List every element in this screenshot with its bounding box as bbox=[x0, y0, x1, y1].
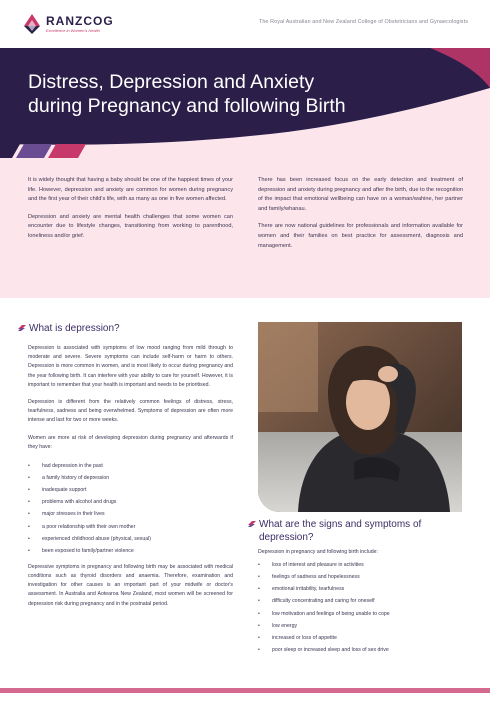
body-paragraph: Depression is associated with symptoms of low mood ranging from mild through to moderate and severe. Severe symptoms can include self-harm or harm to others. Depression is more common in women, and is most likely to occur during pregnancy and the year following birth. It can interfere with your ability to care for yourself. However, it is important to remember that your health is important and needs to be prioritised. bbox=[28, 345, 233, 388]
signs-heading-line-2: depression? bbox=[259, 532, 314, 543]
top-bar bbox=[0, 0, 490, 48]
list-item: • major stresses in their lives bbox=[28, 508, 233, 520]
photo-distressed-woman bbox=[258, 322, 462, 512]
ranzcog-crest-icon bbox=[22, 12, 42, 36]
list-item: • experienced childhood abuse (physical, sexual) bbox=[28, 533, 233, 545]
logo-name: RANZCOG bbox=[46, 13, 114, 28]
signs-intro: Depression in pregnancy and following birth include: bbox=[258, 549, 378, 555]
risk-factor-list bbox=[28, 460, 233, 557]
what-is-body bbox=[28, 344, 233, 617]
intro-left-column bbox=[28, 176, 233, 250]
title-line-1: Distress, Depression and Anxiety bbox=[28, 71, 315, 93]
intro-right-column bbox=[258, 176, 463, 259]
list-item: • loss of interest and pleasure in activities bbox=[258, 559, 463, 571]
list-item: • problems with alcohol and drugs bbox=[28, 496, 233, 508]
signs-heading-line-1: What are the signs and symptoms of bbox=[259, 519, 422, 530]
list-item: • inadequate support bbox=[28, 484, 233, 496]
page-title bbox=[28, 70, 448, 118]
ranzcog-leaf-icon bbox=[18, 324, 26, 332]
list-item: • emotional irritability, tearfulness bbox=[258, 583, 463, 595]
ranzcog-leaf-icon bbox=[248, 520, 256, 528]
list-item: • low energy bbox=[258, 620, 463, 632]
college-name: The Royal Australian and New Zealand College of Obstetricians and Gynaecologists bbox=[258, 19, 468, 25]
list-item: • increased or loss of appetite bbox=[258, 632, 463, 644]
list-item: • feelings of sadness and hopelessness bbox=[258, 571, 463, 583]
what-is-heading bbox=[18, 322, 120, 335]
list-item: • a family history of depression bbox=[28, 472, 233, 484]
list-item: • poor sleep or increased sleep and loss of sex drive bbox=[258, 644, 463, 656]
intro-section bbox=[0, 158, 490, 298]
body-paragraph: Depressive symptoms in pregnancy and following birth may be associated with medical conditions such as thyroid disorders and anaemia. Therefore, examination and investigation for other causes is an important part of your midwife or doctor's assessment. In Australia and Aotearoa New Zealand, most women will be screened for depression risk during pregnancy and in the postnatal period. bbox=[28, 563, 233, 607]
signs-heading bbox=[248, 518, 468, 544]
footer-divider bbox=[0, 688, 490, 693]
ranzcog-logo bbox=[22, 10, 114, 38]
list-item: • been exposed to family/partner violence bbox=[28, 545, 233, 557]
body-paragraph: Women are more at risk of developing depression during pregnancy and afterwards if they have: bbox=[28, 434, 233, 450]
what-is-heading-text: What is depression? bbox=[29, 323, 120, 334]
list-item: • had depression in the past bbox=[28, 460, 233, 472]
decorative-stripes bbox=[0, 140, 110, 162]
list-item: • low motivation and feelings of being unable to cope bbox=[258, 608, 463, 620]
intro-paragraph: There are now national guidelines for professionals and information available for women and their families on best practice for assessment, diagnosis and management. bbox=[258, 223, 463, 249]
list-item: • a poor relationship with their own mother bbox=[28, 521, 233, 533]
title-line-2: during Pregnancy and following Birth bbox=[28, 95, 346, 117]
signs-body bbox=[258, 548, 463, 662]
intro-paragraph: It is widely thought that having a baby should be one of the happiest times of your life. However, depression and anxiety are common for women during pregnancy and the first year of their child's life, with as many as one in five women affected. bbox=[28, 177, 233, 203]
symptom-list bbox=[258, 559, 463, 656]
logo-tagline: Excellence in Women's Health bbox=[46, 27, 100, 33]
intro-paragraph: Depression and anxiety are mental health challenges that some women can encounter due to lifestyle changes, transitioning from working to parenthood, loneliness and/or grief. bbox=[28, 213, 233, 239]
body-paragraph: Depression is different from the relatively common feelings of distress, stress, tearfulness, sadness and being overwhelmed. Symptoms of depression are often more intense and last for two or more weeks. bbox=[28, 399, 233, 424]
intro-paragraph: There has been increased focus on the early detection and treatment of depression and anxiety during pregnancy and after the birth, due to the recognition of the impact that emotional wellbeing can have on a woman/wahine, her partner and family/whanau. bbox=[258, 177, 463, 212]
list-item: • difficulty concentrating and caring for oneself bbox=[258, 595, 463, 607]
